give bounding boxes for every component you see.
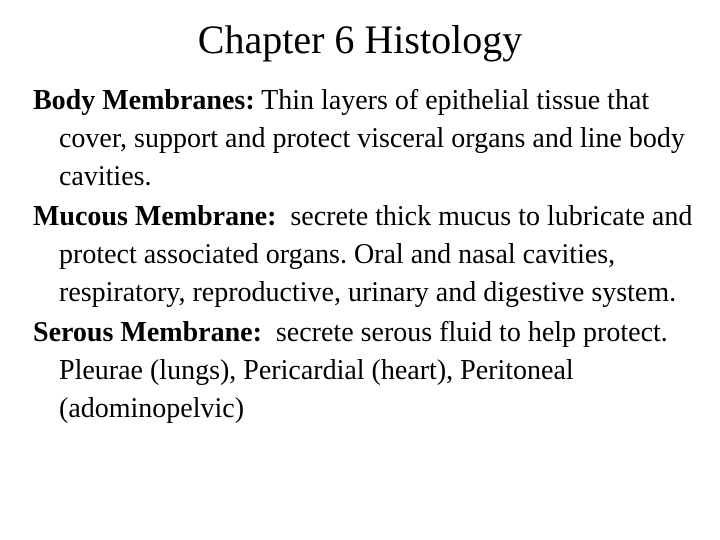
paragraph-serous-membrane: [33, 314, 713, 428]
paragraph-body-membranes: [33, 82, 713, 196]
definition-serous-membrane: secrete serous fluid to help protect. Pleurae (lungs), Pericardial (heart), Peritoneal (adominopelvic): [59, 317, 682, 424]
term-serous-membrane: Serous Membrane:: [33, 317, 262, 348]
slide-body: [33, 82, 713, 430]
definition-body-membranes: Thin layers of epithelial tissue that cover, support and protect visceral organs and line body cavities.: [59, 85, 685, 192]
definition-mucous-membrane: secrete thick mucus to lubricate and protect associated organs. Oral and nasal cavities, respiratory, reproductive, urinary and digestive system.: [59, 201, 700, 308]
term-mucous-membrane: Mucous Membrane:: [33, 201, 277, 232]
paragraph-mucous-membrane: [33, 198, 713, 312]
term-body-membranes: Body Membranes:: [33, 85, 255, 116]
slide-title: Chapter 6 Histology: [197, 17, 523, 62]
